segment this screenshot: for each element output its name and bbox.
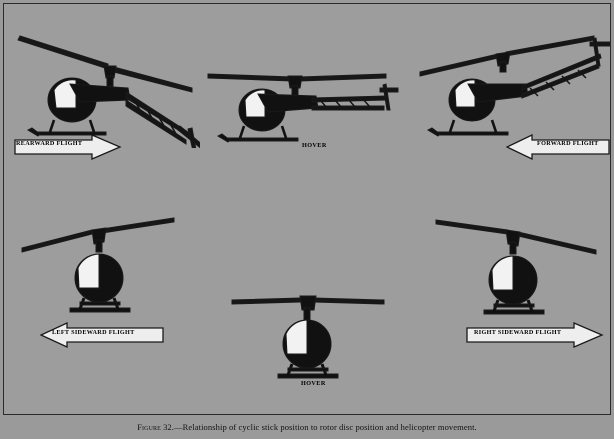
helicopter-front-right-sideward bbox=[430, 216, 560, 326]
helicopter-front-hover-svg bbox=[228, 280, 388, 380]
arrow-right-shape bbox=[14, 134, 122, 160]
figure-caption bbox=[0, 422, 614, 432]
figure-caption-dash: — bbox=[174, 422, 183, 432]
figure-caption-text: Relationship of cyclic stick position to rotor disc position and helicopter movement. bbox=[182, 422, 477, 432]
helicopter-front-right-svg bbox=[430, 216, 600, 326]
helicopter-front-hover bbox=[228, 280, 358, 390]
figure-number: Figure 32. bbox=[137, 422, 175, 432]
label-right-sideward-flight: RIGHT SIDEWARD FLIGHT bbox=[474, 329, 562, 336]
figure-plate bbox=[3, 3, 611, 415]
label-hover-side: HOVER bbox=[302, 142, 327, 149]
helicopter-rearward-svg bbox=[10, 28, 200, 148]
helicopter-side-forward-flight bbox=[414, 28, 604, 138]
helicopter-front-left-sideward bbox=[18, 216, 148, 326]
helicopter-side-hover bbox=[200, 54, 390, 164]
helicopter-side-rearward-flight bbox=[10, 28, 200, 138]
helicopter-forward-svg bbox=[414, 28, 611, 148]
helicopter-hover-side-svg bbox=[200, 54, 400, 164]
label-forward-flight: FORWARD FLIGHT bbox=[537, 140, 599, 147]
label-rearward-flight: REARWARD FLIGHT bbox=[16, 140, 83, 147]
label-hover-front: HOVER bbox=[301, 380, 326, 387]
label-left-sideward-flight: LEFT SIDEWARD FLIGHT bbox=[52, 329, 135, 336]
helicopter-front-left-svg bbox=[18, 216, 178, 326]
arrow-left-shape bbox=[506, 134, 610, 160]
